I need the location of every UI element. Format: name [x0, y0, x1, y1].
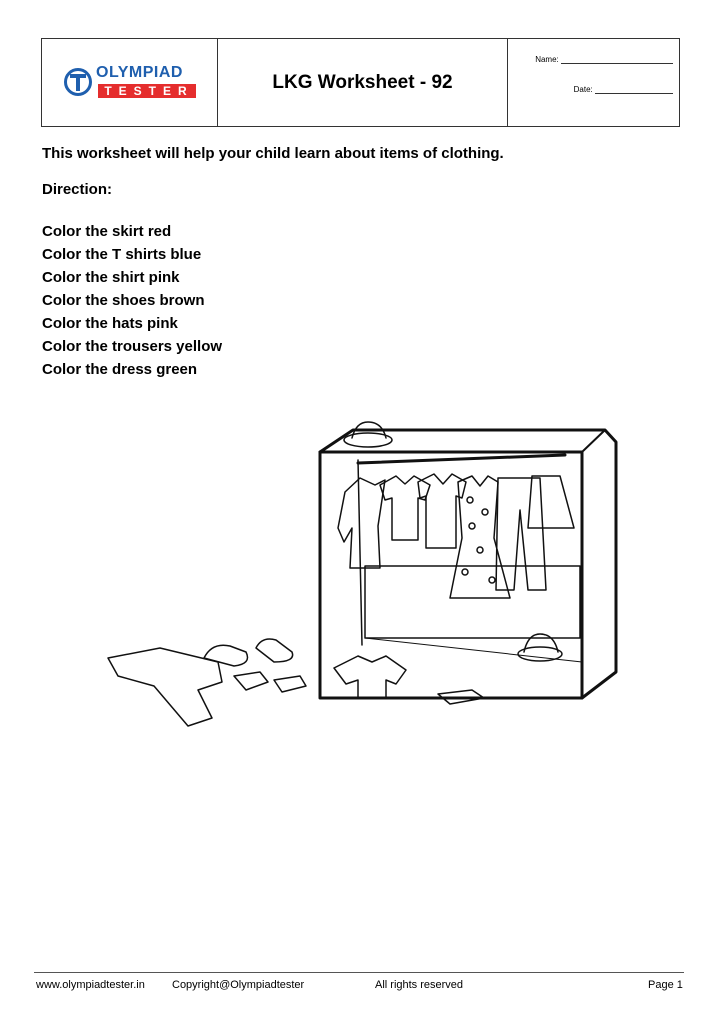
t-shirt-icon — [380, 476, 430, 540]
instruction-item: Color the shoes brown — [42, 292, 205, 309]
instruction-item: Color the dress green — [42, 361, 198, 378]
logo-text-top: OLYMPIAD — [96, 64, 183, 81]
intro-text: This worksheet will help your child learn about items of clothing. — [42, 145, 504, 162]
header-table — [41, 38, 680, 127]
dress-icon — [450, 476, 510, 598]
trousers-icon — [108, 648, 222, 726]
direction-heading: Direction: — [42, 181, 113, 198]
name-line — [561, 63, 673, 64]
logo-text-bottom: TESTER — [98, 84, 196, 98]
name-date-cell — [508, 39, 679, 126]
date-field[interactable] — [574, 85, 673, 94]
shoe-icon — [256, 639, 293, 662]
logo — [42, 39, 218, 126]
worksheet-title: LKG Worksheet - 92 — [218, 39, 508, 126]
shoe-icon — [234, 672, 268, 690]
wardrobe-icon — [320, 430, 616, 698]
instruction-item: Color the skirt red — [42, 223, 172, 240]
instruction-item: Color the T shirts blue — [42, 246, 202, 263]
t-shirt-icon — [334, 656, 406, 698]
shirt-icon — [338, 478, 385, 568]
wardrobe-clothes-illustration — [100, 400, 620, 740]
footer-rights: All rights reserved — [375, 979, 464, 991]
name-label: Name: — [535, 55, 559, 64]
date-line — [595, 93, 673, 94]
logo-t-icon — [63, 67, 93, 97]
shoe-icon — [204, 645, 248, 666]
footer-website[interactable]: www.olympiadtester.in — [36, 979, 145, 991]
instruction-item: Color the shirt pink — [42, 269, 180, 286]
skirt-icon — [528, 476, 574, 528]
footer-divider — [34, 972, 684, 973]
footer-copyright: Copyright@Olympiadtester — [172, 979, 305, 991]
footer-page-number: Page 1 — [648, 979, 683, 991]
hat-icon — [344, 422, 392, 447]
date-label: Date: — [573, 85, 593, 94]
shoe-icon — [274, 676, 306, 692]
instruction-item: Color the hats pink — [42, 315, 178, 332]
instruction-item: Color the trousers yellow — [42, 338, 223, 355]
instruction-list — [42, 220, 222, 381]
name-field[interactable] — [535, 55, 673, 64]
